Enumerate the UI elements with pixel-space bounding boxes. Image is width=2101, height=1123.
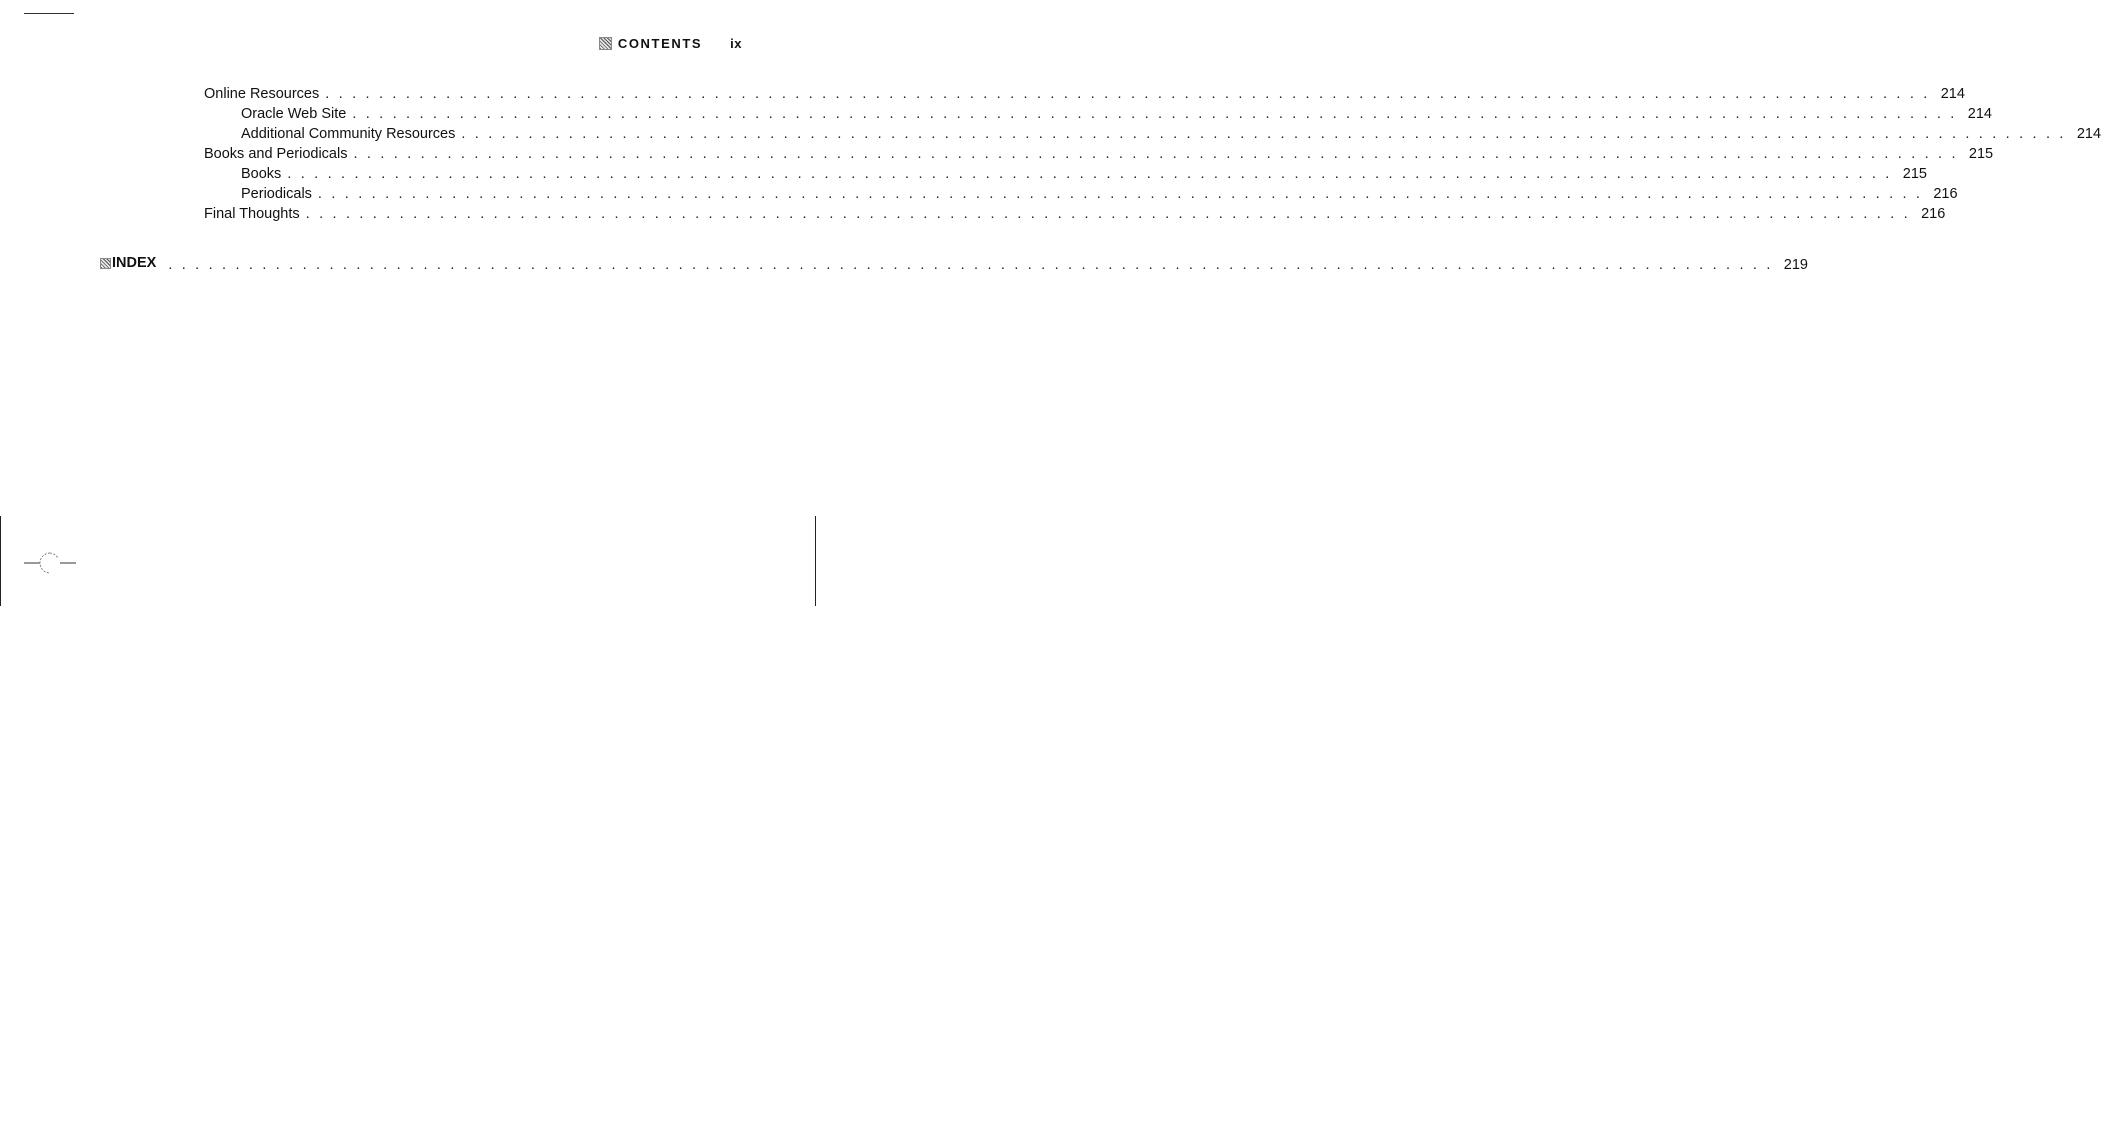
toc-leader-dots: ........................................................................................................................ (317, 186, 1930, 202)
toc-entry-books-and-periodicals[interactable] (204, 144, 1994, 164)
toc-entry-oracle-web-site[interactable] (241, 104, 1992, 124)
header-page-number: ix (730, 36, 742, 51)
toc-entry-title: Periodicals (241, 186, 312, 202)
hatched-square-icon (599, 37, 612, 50)
index-page: 219 (1783, 256, 1808, 273)
toc-entry-online-resources[interactable] (204, 84, 1965, 104)
toc-leader-dots: ........................................................................................................................ (305, 206, 1918, 222)
index-title: INDEX (112, 255, 157, 271)
toc-entry-page: 214 (1940, 86, 1965, 102)
toc-leader-dots: ........................................................................................................................ (353, 146, 1965, 162)
toc-entry-books[interactable] (241, 164, 1927, 184)
page-edge-right (815, 516, 816, 606)
toc-entry-final-thoughts[interactable] (204, 204, 1946, 224)
hatched-square-icon (100, 258, 111, 269)
toc-leader-dots: ........................................................................................................................ (287, 166, 1899, 182)
page-edge-left (0, 516, 1, 606)
running-header (599, 36, 742, 51)
toc-entry-title: Books (241, 166, 282, 182)
crop-mark-top (24, 13, 74, 14)
toc-leader-dots: ........................................................................................................................ (168, 256, 1780, 273)
index-heading (100, 253, 168, 273)
toc-entry-title: Online Resources (204, 86, 320, 102)
toc-entry-title: Additional Community Resources (241, 126, 456, 142)
header-section-title: CONTENTS (617, 36, 703, 51)
registration-mark-icon (22, 550, 78, 578)
toc-entry-additional-community-resources[interactable] (241, 124, 2101, 144)
toc-entry-page: 216 (1933, 186, 1958, 202)
toc-entry-page: 214 (1967, 106, 1992, 122)
toc-entry-page: 216 (1921, 206, 1946, 222)
toc-entry-title: Books and Periodicals (204, 146, 348, 162)
toc-entry-index[interactable] (100, 253, 1808, 273)
toc-entry-page: 214 (2076, 126, 2101, 142)
toc-entry-title: Oracle Web Site (241, 106, 347, 122)
toc-entry-title: Final Thoughts (204, 206, 300, 222)
toc-entry-page: 215 (1968, 146, 1994, 162)
toc-leader-dots: ........................................................................................................................ (352, 106, 1964, 122)
toc-entry-periodicals[interactable] (241, 184, 1958, 204)
toc-leader-dots: ........................................................................................................................ (461, 126, 2073, 142)
toc-entry-page: 215 (1902, 166, 1927, 182)
toc-leader-dots: ........................................................................................................................ (325, 86, 1937, 102)
